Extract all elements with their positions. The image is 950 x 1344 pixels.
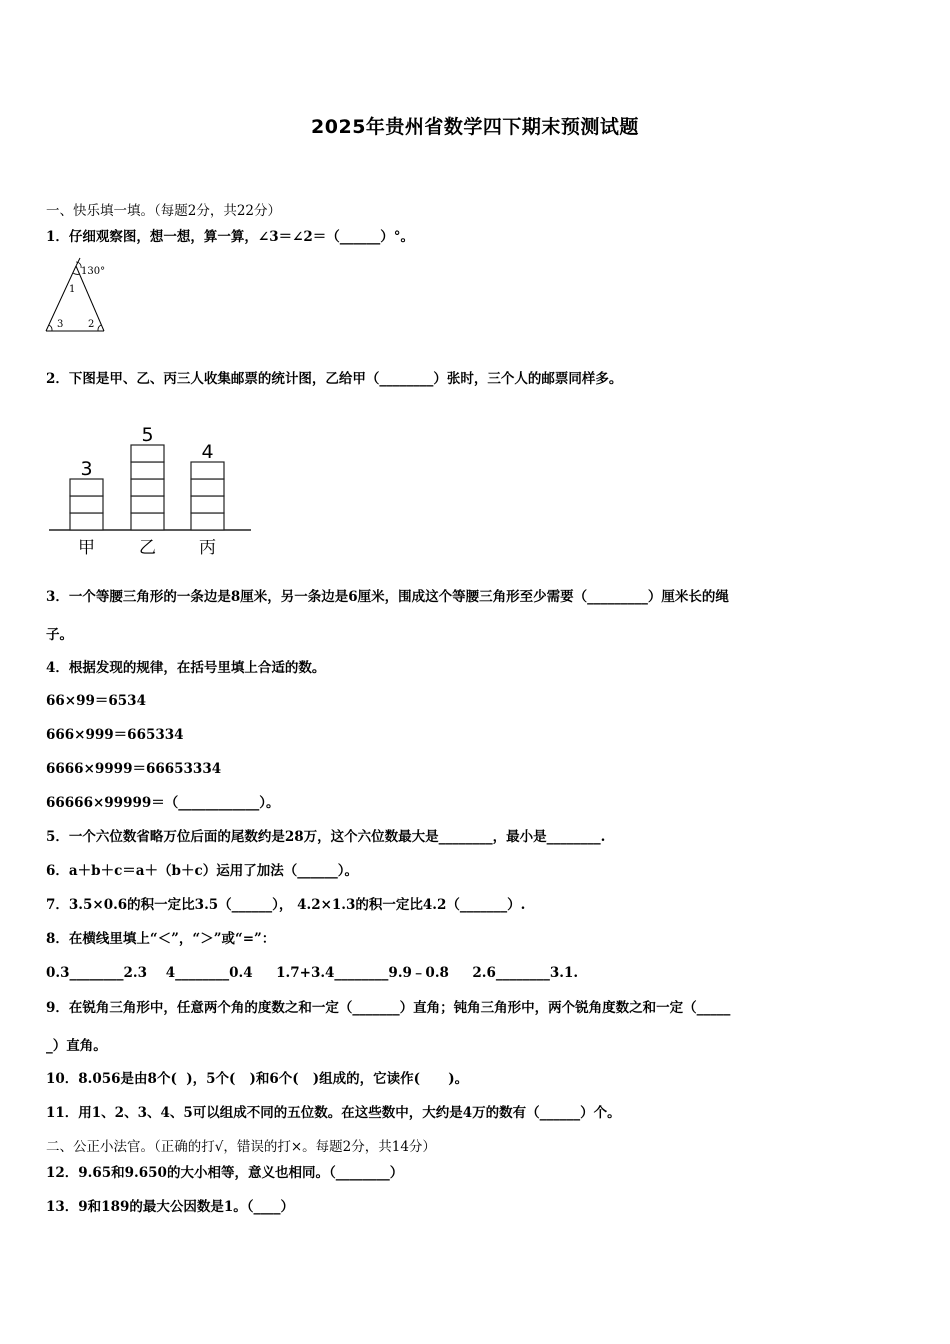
bar-box-乙 — [131, 513, 164, 530]
question-3-line-1: 3．一个等腰三角形的一条边是8厘米，另一条边是6厘米，围成这个等腰三角形至少需要（_________）厘米长的绳 — [46, 589, 729, 605]
bar-value-label: 4 — [201, 441, 214, 463]
question-10: 10．8.056是由8个( )，5个( )和6个( )组成的，它读作( )。 — [46, 1071, 469, 1087]
bar-box-丙 — [191, 479, 224, 496]
category-label: 乙 — [139, 538, 156, 558]
page-title: 2025年贵州省数学四下期末预测试题 — [311, 116, 639, 138]
question-4-equation-1: 66×99＝6534 — [46, 693, 146, 709]
question-13: 13．9和189的最大公因数是1。（____） — [46, 1199, 295, 1215]
bar-box-乙 — [131, 445, 164, 462]
bar-value-label: 5 — [141, 424, 154, 446]
bar-box-乙 — [131, 462, 164, 479]
bar-box-甲 — [70, 479, 103, 496]
question-11: 11．用1、2、3、4、5可以组成不同的五位数。在这些数中，大约是4万的数有（______）个。 — [46, 1105, 621, 1121]
bar-box-乙 — [131, 496, 164, 513]
question-4-equation-3: 6666×9999＝66653334 — [46, 761, 222, 777]
question-3-line-2: 子。 — [46, 627, 73, 643]
question-12: 12．9.65和9.650的大小相等，意义也相同。（________） — [46, 1165, 404, 1181]
bar-box-丙 — [191, 462, 224, 479]
category-label: 丙 — [199, 538, 216, 558]
angle-2-label: 2 — [88, 319, 95, 330]
section-heading-1: 一、快乐填一填。（每题2分，共22分） — [46, 203, 282, 219]
angle-1-label: 1 — [69, 284, 76, 295]
question-6: 6．a＋b＋c＝a＋（b＋c）运用了加法（______）。 — [46, 863, 358, 879]
question-8-comparisons: 0.3________2.3 4________0.4 1.7+3.4________9.9﹣0.8 2.6________3.1. — [46, 965, 579, 981]
triangle-figure — [40, 256, 120, 336]
question-8: 8．在横线里填上“＜”，“＞”或“=”： — [46, 931, 276, 947]
bar-box-乙 — [131, 479, 164, 496]
question-7: 7．3.5×0.6的积一定比3.5（______）， 4.2×1.3的积一定比4.2（_______）. — [46, 897, 526, 913]
question-5: 5．一个六位数省略万位后面的尾数约是28万，这个六位数最大是________，最小是________. — [46, 829, 606, 845]
category-label: 甲 — [78, 538, 95, 558]
stamp-chart — [45, 398, 255, 560]
angle-130-label: 130° — [81, 266, 106, 277]
question-9-line-1: 9．在锐角三角形中，任意两个角的度数之和一定（_______）直角；钝角三角形中，两个锐角度数之和一定（_____ — [46, 1000, 731, 1016]
question-4-equation-4: 66666×99999＝（____________）。 — [46, 795, 280, 811]
bar-box-丙 — [191, 496, 224, 513]
question-4-equation-2: 666×999＝665334 — [46, 727, 184, 743]
angle-3-label: 3 — [57, 319, 64, 330]
question-2: 2．下图是甲、乙、丙三人收集邮票的统计图，乙给甲（________）张时，三个人的邮票同样多。 — [46, 371, 623, 387]
bar-value-label: 3 — [80, 458, 93, 480]
bar-box-甲 — [70, 496, 103, 513]
section-heading-2: 二、公正小法官。（正确的打√，错误的打×。每题2分，共14分） — [46, 1139, 436, 1155]
bar-box-丙 — [191, 513, 224, 530]
question-9-line-2: _）直角。 — [46, 1038, 107, 1054]
bar-box-甲 — [70, 513, 103, 530]
question-4: 4．根据发现的规律，在括号里填上合适的数。 — [46, 660, 326, 676]
question-1: 1．仔细观察图，想一想，算一算，∠3＝∠2＝（______）°。 — [46, 229, 415, 245]
